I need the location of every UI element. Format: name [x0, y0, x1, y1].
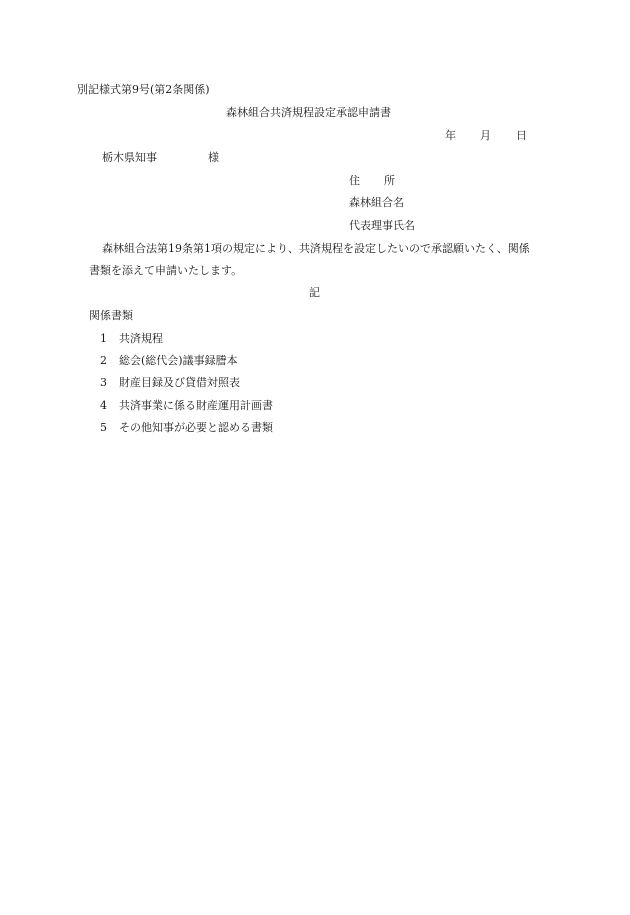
list-item-number: 1: [100, 332, 107, 345]
list-item: 財産目録及び貸借対照表: [119, 376, 240, 389]
date-month: 月: [480, 129, 491, 142]
org-name-label: 森林組合名: [349, 196, 404, 209]
representative-label: 代表理事氏名: [349, 219, 415, 232]
ki-marker: 記: [309, 286, 320, 299]
list-item-number: 2: [100, 354, 107, 367]
body-line-1: 森林組合法第19条第1項の規定により、共済規程を設定したいので承認願いたく、関係: [102, 242, 530, 255]
addressee-honorific: 様: [208, 151, 219, 164]
list-item: 共済事業に係る財産運用計画書: [119, 399, 273, 412]
address-label-second: 所: [384, 174, 395, 187]
date-day: 日: [516, 129, 527, 142]
date-year: 年: [445, 129, 456, 142]
list-item-number: 3: [100, 376, 107, 389]
form-label: 別記様式第9号(第2条関係): [77, 83, 210, 96]
addressee-name: 栃木県知事: [102, 151, 157, 164]
list-item-number: 4: [100, 399, 107, 412]
docs-heading: 関係書類: [89, 309, 133, 322]
address-label-first: 住: [349, 174, 360, 187]
list-item: 総会(総代会)議事録謄本: [119, 354, 238, 367]
list-item: その他知事が必要と認める書類: [119, 421, 273, 434]
document-title: 森林組合共済規程設定承認申請書: [226, 106, 391, 119]
list-item-number: 5: [100, 421, 107, 434]
list-item: 共済規程: [119, 332, 163, 345]
body-line-2: 書類を添えて申請いたします。: [89, 264, 243, 277]
